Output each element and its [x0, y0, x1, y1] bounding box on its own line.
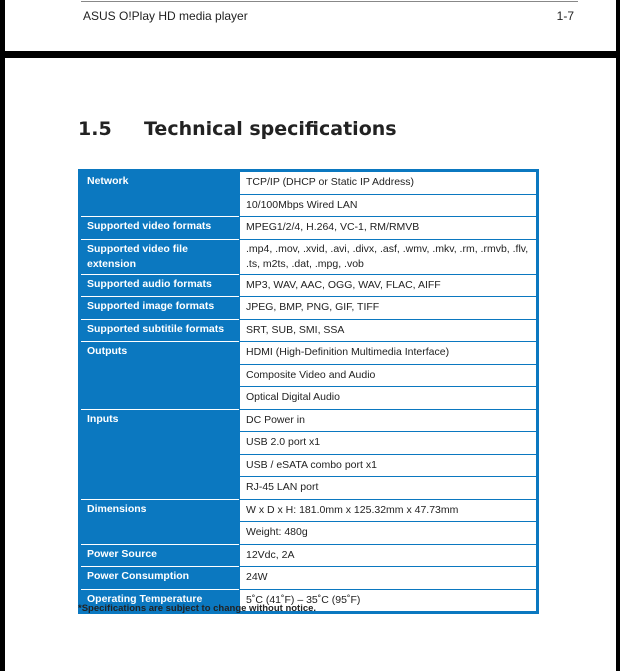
spec-label: Supported image formats	[80, 297, 240, 320]
spec-value: .mp4, .mov, .xvid, .avi, .divx, .asf, .wmv, .mkv, .rm, .rmvb, .flv, .ts, m2ts, .dat, .mpg, .vob	[240, 239, 538, 274]
spec-value: SRT, SUB, SMI, SSA	[240, 319, 538, 342]
spec-value: Composite Video and Audio	[240, 364, 538, 387]
spec-row	[80, 297, 538, 320]
spec-label: Supported subtitile formats	[80, 319, 240, 342]
previous-page-footer	[5, 0, 616, 51]
spec-label: Operating Temperature	[80, 589, 240, 613]
spec-value: Weight: 480g	[240, 522, 538, 545]
section-heading	[78, 118, 397, 140]
spec-row	[80, 239, 538, 274]
spec-value: 10/100Mbps Wired LAN	[240, 194, 538, 217]
spec-value: USB 2.0 port x1	[240, 432, 538, 455]
spec-label: Outputs	[80, 342, 240, 410]
spec-row	[80, 274, 538, 297]
section-number: 1.5	[78, 118, 112, 140]
spec-value: TCP/IP (DHCP or Static IP Address)	[240, 171, 538, 195]
section-title: Technical specifications	[144, 118, 397, 140]
spec-label: Power Consumption	[80, 567, 240, 590]
spec-row	[80, 217, 538, 240]
spec-label: Inputs	[80, 409, 240, 499]
spec-row	[80, 567, 538, 590]
spec-value: RJ-45 LAN port	[240, 477, 538, 500]
spec-label: Power Source	[80, 544, 240, 567]
spec-label: Supported video file extension	[80, 239, 240, 274]
spec-value: Optical Digital Audio	[240, 387, 538, 410]
spec-row	[80, 544, 538, 567]
spec-value: USB / eSATA combo port x1	[240, 454, 538, 477]
spec-value: JPEG, BMP, PNG, GIF, TIFF	[240, 297, 538, 320]
spec-row	[80, 409, 538, 432]
spec-row	[80, 499, 538, 522]
spec-row	[80, 171, 538, 195]
spec-label: Dimensions	[80, 499, 240, 544]
spec-value: 24W	[240, 567, 538, 590]
header-rule	[81, 1, 578, 2]
footnote: *Specifications are subject to change without notice.	[78, 603, 317, 614]
spec-table	[78, 169, 539, 614]
running-header-title: ASUS O!Play HD media player	[83, 9, 248, 23]
spec-row	[80, 319, 538, 342]
page-number: 1-7	[556, 9, 574, 23]
document-page	[5, 58, 616, 671]
spec-value: 12Vdc, 2A	[240, 544, 538, 567]
spec-value: DC Power in	[240, 409, 538, 432]
spec-value: HDMI (High-Definition Multimedia Interface)	[240, 342, 538, 365]
spec-value: MPEG1/2/4, H.264, VC-1, RM/RMVB	[240, 217, 538, 240]
spec-value: MP3, WAV, AAC, OGG, WAV, FLAC, AIFF	[240, 274, 538, 297]
spec-label: Network	[80, 171, 240, 217]
spec-label: Supported video formats	[80, 217, 240, 240]
spec-label: Supported audio formats	[80, 274, 240, 297]
spec-value: W x D x H: 181.0mm x 125.32mm x 47.73mm	[240, 499, 538, 522]
spec-row	[80, 342, 538, 365]
spec-value: 5˚C (41˚F) – 35˚C (95˚F)	[240, 589, 538, 613]
